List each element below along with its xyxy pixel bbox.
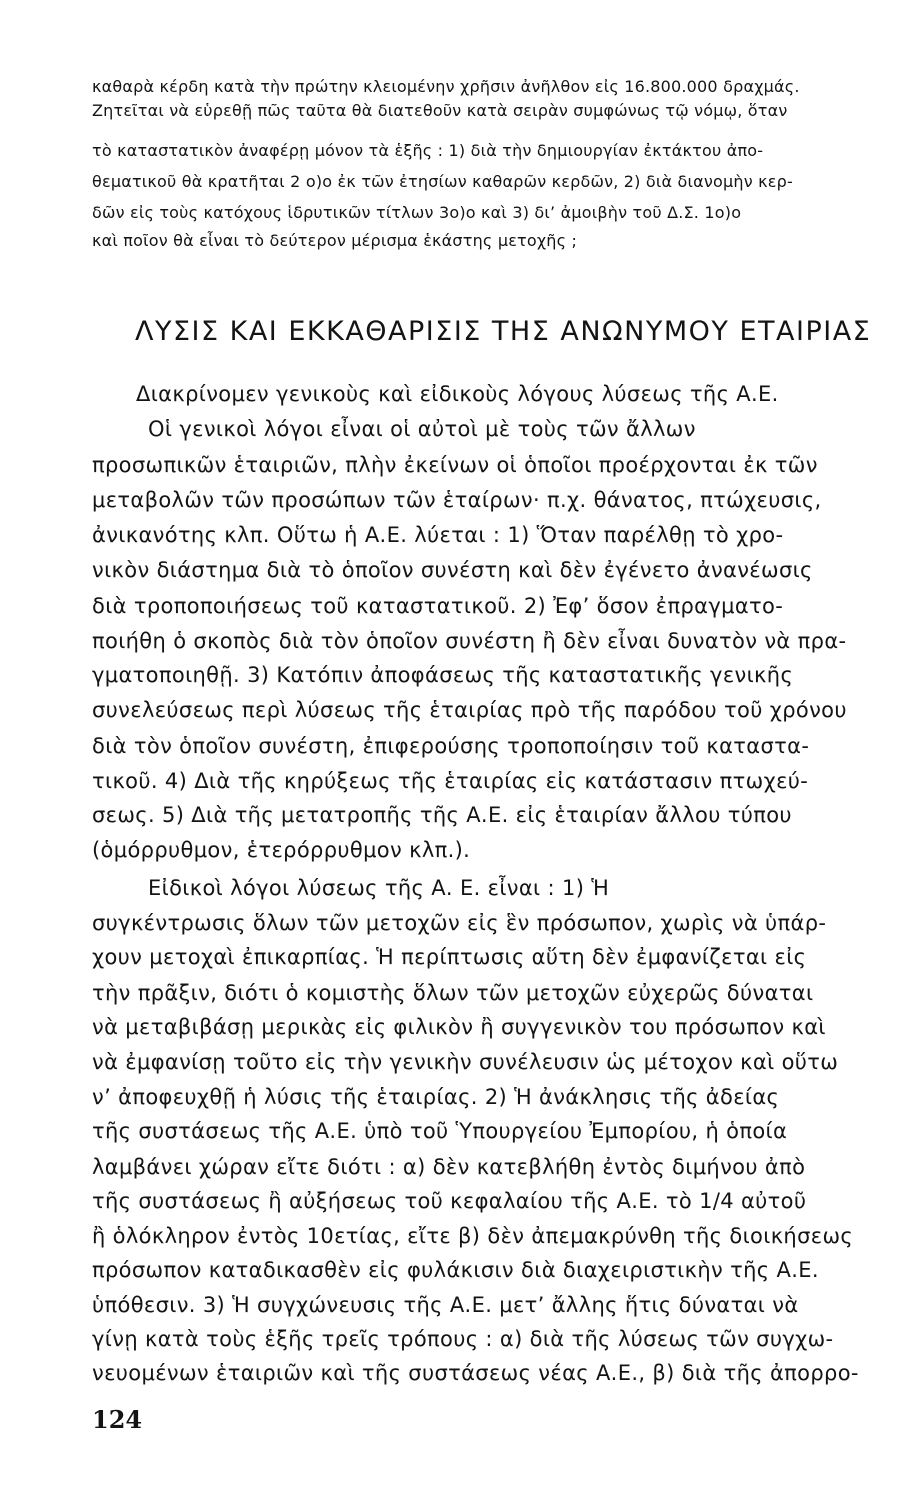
section-heading: ΛΥΣΙΣ ΚΑΙ ΕΚΚΑΘΑΡΙΣΙΣ ΤΗΣ ΑΝΩΝΥΜΟΥ ΕΤΑΙΡΙΑΣ xyxy=(135,316,872,347)
text-line: Διακρίνομεν γενικοὺς καὶ εἰδικοὺς λόγους λύσεως τῆς Α.Ε. xyxy=(136,382,779,406)
text-line: διὰ τὸν ὁποῖον συνέστη, ἐπιφερούσης τροποποίησιν τοῦ καταστα- xyxy=(92,734,810,758)
page-number: 124 xyxy=(92,1405,143,1434)
text-line: νευομένων ἑταιριῶν καὶ τῆς συστάσεως νέας Α.Ε., β) διὰ τῆς ἀπορρο- xyxy=(92,1361,859,1385)
text-line: προσωπικῶν ἑταιριῶν, πλὴν ἐκείνων οἱ ὁποῖοι προέρχονται ἐκ τῶν xyxy=(92,453,818,477)
text-line: σεως. 5) Διὰ τῆς μετατροπῆς τῆς Α.Ε. εἰς ἑταιρίαν ἄλλου τύπου xyxy=(92,803,792,827)
text-line: νὰ ἐμφανίσῃ τοῦτο εἰς τὴν γενικὴν συνέλευσιν ὡς μέτοχον καὶ οὕτω xyxy=(92,1050,839,1074)
text-line: καὶ ποῖον θὰ εἶναι τὸ δεύτερον μέρισμα ἑκάστης μετοχῆς ; xyxy=(92,231,578,250)
text-line: συνελεύσεως περὶ λύσεως τῆς ἑταιρίας πρὸ τῆς παρόδου τοῦ χρόνου xyxy=(92,698,847,722)
text-line: νικὸν διάστημα διὰ τὸ ὁποῖον συνέστη καὶ δὲν ἐγένετο ἀνανέωσις xyxy=(92,558,813,582)
text-line: χουν μετοχαὶ ἐπικαρπίας. Ἡ περίπτωσις αὕτη δὲν ἐμφανίζεται εἰς xyxy=(92,945,807,969)
text-line: Οἱ γενικοὶ λόγοι εἶναι οἱ αὐτοὶ μὲ τοὺς τῶν ἄλλων xyxy=(148,417,696,441)
text-line: διὰ τροποποιήσεως τοῦ καταστατικοῦ. 2) Ἐφ’ ὅσον ἐπραγματο- xyxy=(92,594,784,618)
text-line: γματοποιηθῇ. 3) Κατόπιν ἀποφάσεως τῆς καταστατικῆς γενικῆς xyxy=(92,663,794,687)
text-line: ποιήθη ὁ σκοπὸς διὰ τὸν ὁποῖον συνέστη ἢ δὲν εἶναι δυνατὸν νὰ πρα- xyxy=(92,629,847,653)
text-line: τῆς συστάσεως ἢ αὐξήσεως τοῦ κεφαλαίου τῆς Α.Ε. τὸ 1/4 αὐτοῦ xyxy=(92,1189,807,1213)
text-line: συγκέντρωσις ὅλων τῶν μετοχῶν εἰς ἓν πρόσωπον, χωρὶς νὰ ὑπάρ- xyxy=(92,911,827,935)
text-line: καθαρὰ κέρδη κατὰ τὴν πρώτην κλειομένην χρῆσιν ἀνῆλθον εἰς 16.800.000 δραχμάς. xyxy=(92,77,800,96)
text-line: θεματικοῦ θὰ κρατῆται 2 ο)ο ἐκ τῶν ἐτησίων καθαρῶν κερδῶν, 2) διὰ διανομὴν κερ- xyxy=(92,172,793,191)
text-line: ἀνικανότης κλπ. Οὕτω ἡ Α.Ε. λύεται : 1) Ὅταν παρέλθῃ τὸ χρο- xyxy=(92,523,784,547)
text-line: ὑπόθεσιν. 3) Ἡ συγχώνευσις τῆς Α.Ε. μετ’ ἄλλης ἥτις δύναται νὰ xyxy=(92,1293,799,1317)
text-line: πρόσωπον καταδικασθὲν εἰς φυλάκισιν διὰ διαχειριστικὴν τῆς Α.Ε. xyxy=(92,1258,819,1282)
text-line: ν’ ἀποφευχθῇ ἡ λύσις τῆς ἑταιρίας. 2) Ἡ ἀνάκλησις τῆς ἀδείας xyxy=(92,1085,780,1109)
text-line: λαμβάνει χώραν εἴτε διότι : α) δὲν κατεβλήθη ἐντὸς διμήνου ἀπὸ xyxy=(92,1155,806,1179)
text-line: Εἰδικοὶ λόγοι λύσεως τῆς Α. Ε. εἶναι : 1) Ἡ xyxy=(148,876,610,900)
text-line: τὸ καταστατικὸν ἀναφέρῃ μόνον τὰ ἑξῆς : 1) διὰ τὴν δημιουργίαν ἐκτάκτου ἀπο- xyxy=(92,141,764,160)
text-line: Ζητεῖται νὰ εὑρεθῇ πῶς ταῦτα θὰ διατεθοῦν κατὰ σειρὰν συμφώνως τῷ νόμῳ, ὅταν xyxy=(92,101,788,120)
text-line: τὴν πρᾶξιν, διότι ὁ κομιστὴς ὅλων τῶν μετοχῶν εὐχερῶς δύναται xyxy=(92,981,814,1005)
text-line: ἢ ὁλόκληρον ἐντὸς 10ετίας, εἴτε β) δὲν ἀπεμακρύνθη τῆς διοικήσεως xyxy=(92,1224,854,1248)
text-line: νὰ μεταβιβάσῃ μερικὰς εἰς φιλικὸν ἢ συγγενικὸν του πρόσωπον καὶ xyxy=(92,1015,826,1039)
text-line: μεταβολῶν τῶν προσώπων τῶν ἑταίρων· π.χ. θάνατος, πτώχευσις, xyxy=(92,488,822,512)
text-line: τῆς συστάσεως τῆς Α.Ε. ὑπὸ τοῦ Ὑπουργείου Ἐμπορίου, ἡ ὁποία xyxy=(92,1119,788,1143)
text-line: τικοῦ. 4) Διὰ τῆς κηρύξεως τῆς ἑταιρίας εἰς κατάστασιν πτωχεύ- xyxy=(92,769,809,793)
text-line: δῶν εἰς τοὺς κατόχους ἱδρυτικῶν τίτλων 3ο)ο καὶ 3) δι’ ἀμοιβὴν τοῦ Δ.Σ. 1ο)ο xyxy=(92,203,742,222)
text-line: (ὁμόρρυθμον, ἑτερόρρυθμον κλπ.). xyxy=(92,838,471,862)
text-line: γίνῃ κατὰ τοὺς ἑξῆς τρεῖς τρόπους : α) διὰ τῆς λύσεως τῶν συγχω- xyxy=(92,1327,834,1351)
